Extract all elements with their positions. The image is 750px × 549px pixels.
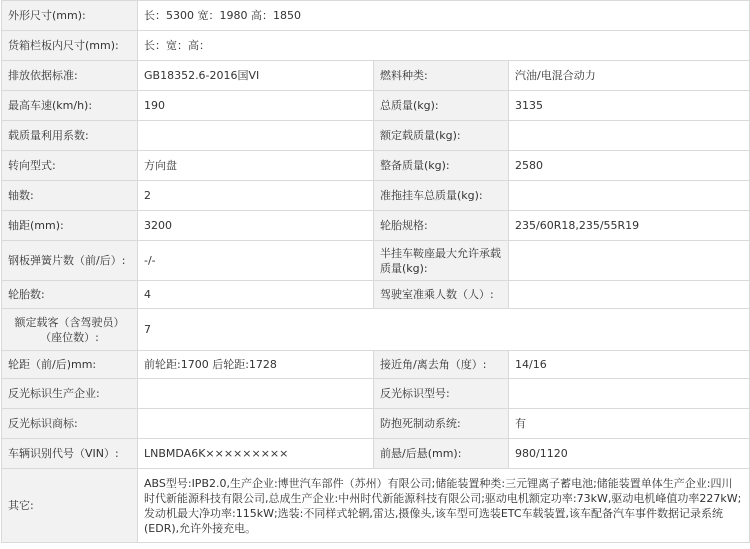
table-row [2,409,750,439]
row-label: 驾驶室准乘人数（人）: [374,281,509,309]
row-label: 反光标识生产企业: [2,379,138,409]
table-row [2,281,750,309]
table-row [2,211,750,241]
row-value: 前轮距:1700 后轮距:1728 [138,351,374,379]
row-value: 长：宽：高： [138,31,750,61]
row-label: 其它: [2,469,138,543]
row-value: 方向盘 [138,151,374,181]
row-label: 轮胎规格: [374,211,509,241]
row-label: 额定载质量(kg): [374,121,509,151]
row-value [138,409,374,439]
row-value: 2580 [509,151,750,181]
table-row [2,309,750,351]
row-value [509,181,750,211]
row-label: 转向型式: [2,151,138,181]
table-row [2,31,750,61]
table-row [2,241,750,281]
row-value [509,241,750,281]
row-value: 980/1120 [509,439,750,469]
row-value: 7 [138,309,750,351]
row-value: 长：5300 宽：1980 高：1850 [138,1,750,31]
row-value: -/- [138,241,374,281]
row-value: 190 [138,91,374,121]
row-value: 235/60R18,235/55R19 [509,211,750,241]
table-row [2,351,750,379]
row-label: 轮胎数: [2,281,138,309]
row-value: GB18352.6-2016国VI [138,61,374,91]
row-value: 14/16 [509,351,750,379]
row-label: 轴数: [2,181,138,211]
row-label: 外形尺寸(mm): [2,1,138,31]
table-row [2,181,750,211]
row-label: 载质量利用系数: [2,121,138,151]
row-label: 半挂车鞍座最大允许承载质量(kg): [374,241,509,281]
table-row [2,469,750,543]
row-label: 接近角/离去角（度）: [374,351,509,379]
row-label: 燃料种类: [374,61,509,91]
row-label: 总质量(kg): [374,91,509,121]
row-label: 货箱栏板内尺寸(mm): [2,31,138,61]
row-value [509,281,750,309]
row-label: 反光标识商标: [2,409,138,439]
row-label: 轮距（前/后)mm: [2,351,138,379]
row-label: 钢板弹簧片数（前/后）: [2,241,138,281]
row-value [509,379,750,409]
row-value: ABS型号:IPB2.0,生产企业:博世汽车部件（苏州）有限公司;储能装置种类:三元锂离子蓄电池;储能装置单体生产企业:四川时代新能源科技有限公司,总成生产企业:中州时代新能源科技有限公司;驱动电机额定功率:73kW,驱动电机峰值功率227kW;发动机最大净功率:115kW;选装:不同样式轮辋,雷达,摄像头,该车型可选装ETC车载装置,该车配备汽车事件数据记录系统(EDR),允许外接充电。 [138,469,750,543]
row-value [138,121,374,151]
row-value: 2 [138,181,374,211]
row-value: 4 [138,281,374,309]
row-label: 排放依据标准: [2,61,138,91]
row-label: 准拖挂车总质量(kg): [374,181,509,211]
row-label: 最高车速(km/h): [2,91,138,121]
row-value [509,121,750,151]
row-label: 轴距(mm): [2,211,138,241]
vehicle-spec-table [1,0,750,543]
table-row [2,61,750,91]
spec-table-body [2,1,750,543]
row-label: 整备质量(kg): [374,151,509,181]
row-value: 3200 [138,211,374,241]
row-value: 3135 [509,91,750,121]
row-label: 车辆识别代号（VIN）: [2,439,138,469]
table-row [2,1,750,31]
row-value: 有 [509,409,750,439]
table-row [2,91,750,121]
table-row [2,379,750,409]
row-label: 额定载客（含驾驶员）（座位数）: [2,309,138,351]
row-value [138,379,374,409]
row-label: 前悬/后悬(mm): [374,439,509,469]
row-value: LNBMDA6K××××××××× [138,439,374,469]
row-label: 防抱死制动系统: [374,409,509,439]
table-row [2,439,750,469]
table-row [2,121,750,151]
table-row [2,151,750,181]
row-value: 汽油/电混合动力 [509,61,750,91]
row-label: 反光标识型号: [374,379,509,409]
